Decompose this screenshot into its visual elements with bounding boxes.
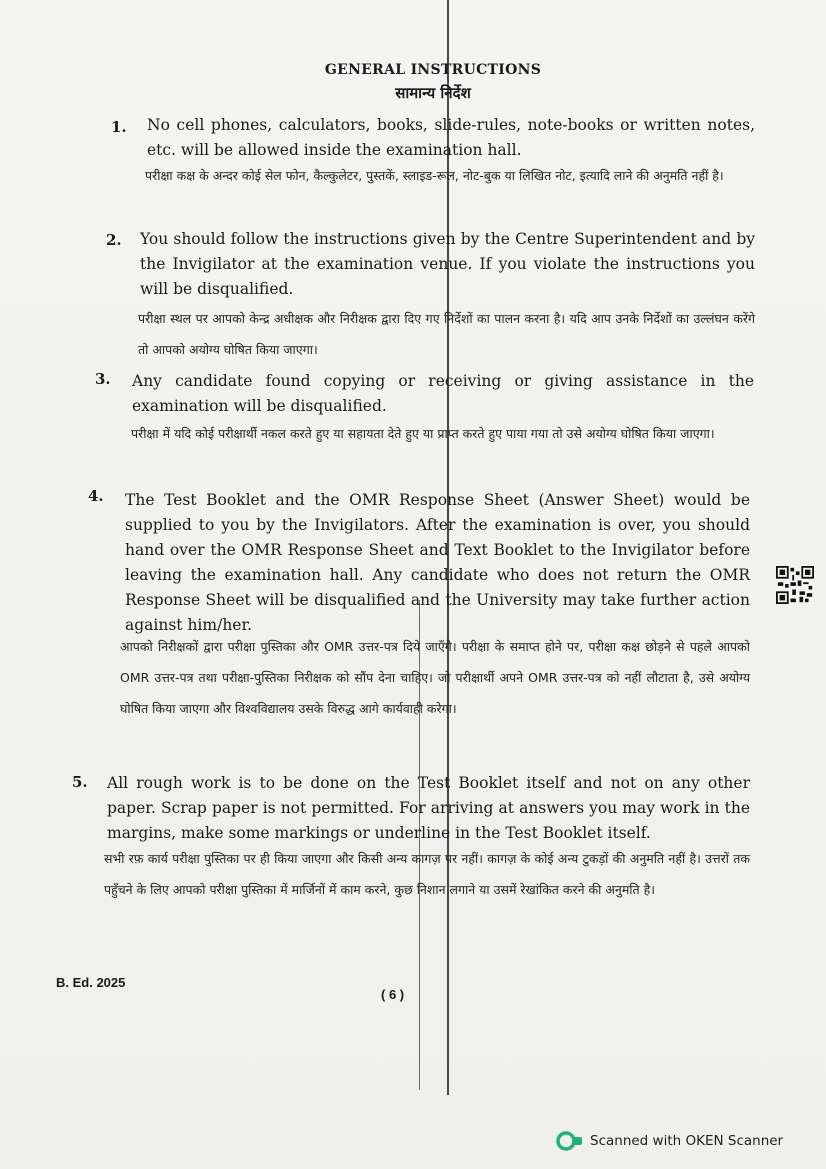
section-title-english: GENERAL INSTRUCTIONS <box>324 62 542 78</box>
instruction-text-hindi: सभी रफ़ कार्य परीक्षा पुस्तिका पर ही किया जाएगा और किसी अन्य कागज़ पर नहीं। कागज़ के कोई अन्य टुकड़ों की अनुमति नहीं है। उत्तरों तक पहुँचने के लिए आपको परीक्षा पुस्तिका में मार्जिनों में काम करने, कुछ निशान लगाने या उसमें रेखांकित करने की अनुमति है। <box>104 851 750 897</box>
instruction-number: 2. <box>106 231 122 249</box>
instruction-text-english: All rough work is to be done on the Test Booklet itself and not on any other paper. Scrap paper is not permitted. For arriving at answers you may work in the margins, make some markings or underline in the Test Booklet itself. <box>107 774 750 842</box>
instruction-text-english: No cell phones, calculators, books, slide-rules, note-books or written notes, etc. will be allowed inside the examination hall. <box>147 116 755 159</box>
oken-scanner-logo-icon <box>556 1131 584 1151</box>
instruction-text-english: Any candidate found copying or receiving or giving assistance in the examination will be disqualified. <box>132 372 754 415</box>
qr-code-icon <box>776 566 814 604</box>
instruction-text-english: The Test Booklet and the OMR Response Sheet (Answer Sheet) would be supplied to you by the Invigilators. After the examination is over, you should hand over the OMR Response Sheet and Text Booklet to the Invigilator before leaving the examination hall. Any candidate who does not return the OMR Response Sheet will be disqualified and the University may take further action against him/her. <box>125 491 750 634</box>
instruction-number: 5. <box>72 773 88 791</box>
instruction-number: 3. <box>95 370 111 388</box>
instruction-text-hindi: परीक्षा स्थल पर आपको केन्द्र अधीक्षक और निरीक्षक द्वारा दिए गए निर्देशों का पालन करना है। यदि आप उनके निर्देशों का उल्लंघन करेंगे तो आपको अयोग्य घोषित किया जाएगा। <box>138 311 755 357</box>
scanner-text: Scanned with OKEN Scanner <box>590 1133 784 1149</box>
instruction-text-english: You should follow the instructions given by the Centre Superintendent and by the Invigilator at the examination venue. If you violate the instructions you will be disqualified. <box>140 230 755 298</box>
instruction-number: 4. <box>88 487 104 505</box>
instruction-text-hindi: परीक्षा कक्ष के अन्दर कोई सेल फोन, कैल्कुलेटर, पुस्तकें, स्लाइड-रूल, नोट-बुक या लिखित नोट, इत्यादि लाने की अनुमति नहीं है। <box>145 168 724 183</box>
instruction-text-hindi: परीक्षा में यदि कोई परीक्षार्थी नकल करते हुए या सहायता देते हुए या प्राप्त करते हुए पाया गया तो उसे अयोग्य घोषित किया जाएगा। <box>131 426 715 441</box>
exam-code: B. Ed. 2025 <box>56 975 126 990</box>
section-title-hindi: सामान्य निर्देश <box>395 84 471 102</box>
instruction-number: 1. <box>111 118 127 136</box>
page-number: ( 6 ) <box>381 987 405 1002</box>
instruction-text-hindi: आपको निरीक्षकों द्वारा परीक्षा पुस्तिका और OMR उत्तर-पत्र दिये जाएँगे। परीक्षा के समाप्त होने पर, परीक्षा कक्ष छोड़ने से पहले आपको OMR उत्तर-पत्र तथा परीक्षा-पुस्तिका निरीक्षक को सौंप देना चाहिए। जो परीक्षार्थी अपने OMR उत्तर-पत्र को नहीं लौटाता है, उसे अयोग्य घोषित किया जाएगा और विश्वविद्यालय उसके विरुद्ध आगे कार्यवाही करेगा। <box>120 639 750 716</box>
scanner-watermark <box>556 1131 783 1151</box>
